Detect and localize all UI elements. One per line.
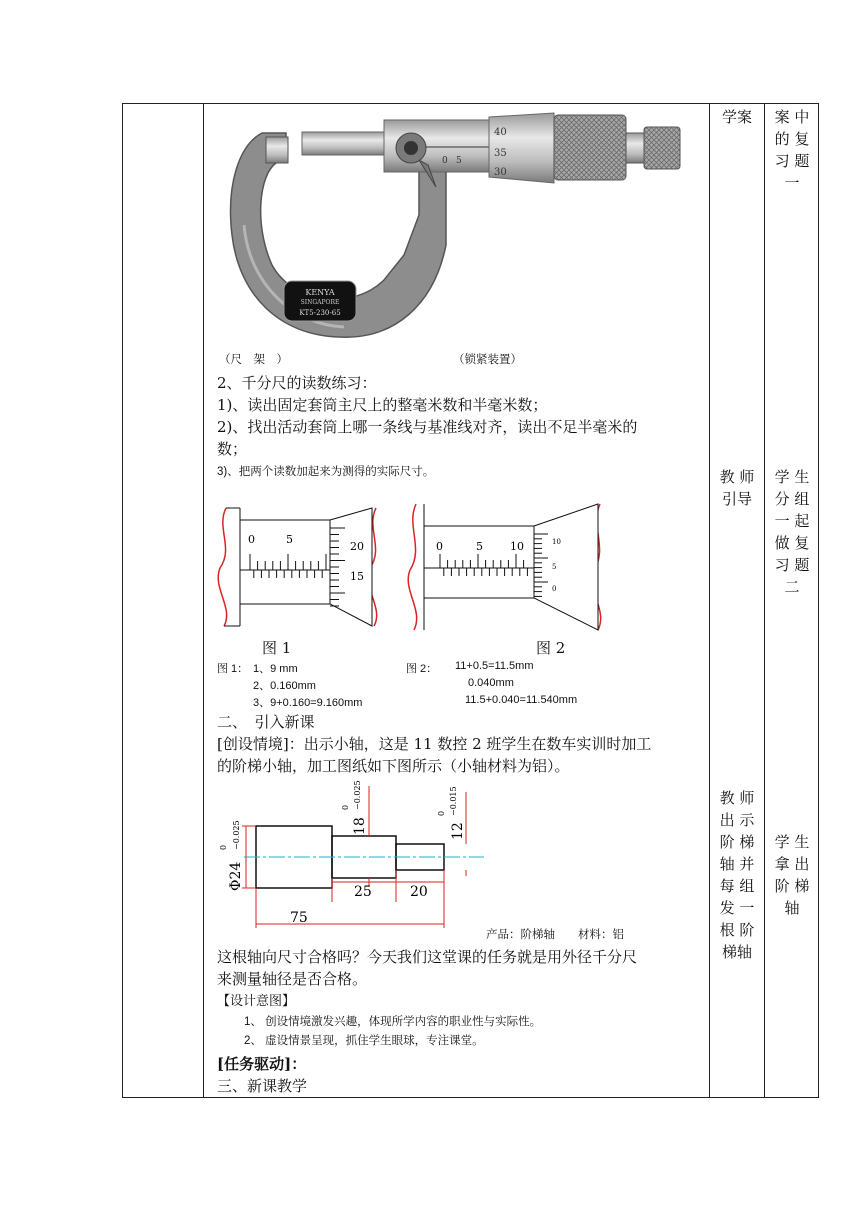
reading-heading: 2、千分尺的读数练习： <box>217 374 377 392</box>
fig2-thimble-10: 10 <box>552 538 561 546</box>
student-take-line: 轴 <box>784 899 800 917</box>
teacher-col-guide <box>712 466 762 510</box>
break-line-left <box>408 504 416 630</box>
intro-heading: 二、 引入新课 <box>217 713 315 731</box>
student-top-line: 的 复 <box>774 130 810 148</box>
fig2-caption: 图 2 <box>536 639 566 657</box>
design-intent-item1: 1、 创设情境激发兴趣，体现所学内容的职业性与实际性。 <box>244 1016 542 1028</box>
teacher-guide-line: 教 师 <box>719 468 755 486</box>
answer-fig2-line1: 11+0.5=11.5mm <box>455 660 534 672</box>
dia24-label: Φ24 <box>228 861 244 891</box>
fig2-thimble-5: 5 <box>552 563 557 571</box>
sleeve-number-5: 5 <box>456 156 462 166</box>
teacher-show-line: 出 示 <box>719 811 755 829</box>
student-top-line: 一 <box>784 174 800 192</box>
len20-label: 20 <box>410 884 428 900</box>
dia12-tol-lower: −0.015 <box>449 786 458 816</box>
dia24-tol-upper: 0 <box>219 844 228 850</box>
figure-1 <box>212 498 392 638</box>
reading-step2b: 数； <box>217 440 248 458</box>
fig2-thimble-0: 0 <box>552 585 557 593</box>
lock-knob-center <box>404 141 418 155</box>
design-intent-heading: 【设计意图】 <box>217 994 296 1009</box>
student-review-line: 分 组 <box>774 490 810 508</box>
fig1-sleeve-0: 0 <box>248 533 255 546</box>
thimble-number-40: 40 <box>494 127 507 138</box>
intro-line2: 的阶梯小轴，加工图纸如下图所示（小轴材料为铝）。 <box>217 757 570 775</box>
teacher-col-show <box>712 787 762 963</box>
dia18-label: 18 <box>352 817 368 835</box>
product-label: 产品：阶梯轴 材料：铝 <box>486 929 624 941</box>
task-drive: [任务驱动]： <box>217 1055 307 1073</box>
student-top-line: 案 中 <box>774 108 810 126</box>
caption-lock: （锁紧装置） <box>453 354 522 366</box>
spindle <box>302 132 386 155</box>
answer-fig1-line1: 1、9 mm <box>253 663 298 675</box>
student-review-line: 做 复 <box>774 534 810 552</box>
len25-label: 25 <box>354 884 372 900</box>
fig1-caption: 图 1 <box>262 639 292 657</box>
column-divider-3 <box>764 103 765 1098</box>
ratchet <box>644 127 680 169</box>
teacher-guide-line: 引导 <box>721 490 752 508</box>
answer-fig2-line2: 0.040mm <box>468 677 514 689</box>
reading-step2a: 2)、找出活动套筒上哪一条线与基准线对齐，读出不足半毫米的 <box>217 418 638 436</box>
answer-fig1-label: 图 1： <box>217 663 249 675</box>
dia18-tol-lower: −0.025 <box>353 780 362 810</box>
dia24-tol-lower: −0.025 <box>232 820 241 850</box>
student-col-take <box>767 831 817 919</box>
column-divider-2 <box>709 103 710 1098</box>
fig2-sleeve-5: 5 <box>476 540 483 553</box>
sleeve-number-0: 0 <box>442 156 448 166</box>
thimble-number-35: 35 <box>494 148 507 159</box>
break-line-left <box>218 508 226 626</box>
fig1-thimble-20: 20 <box>350 540 364 553</box>
fig2-sleeve-0: 0 <box>436 540 443 553</box>
student-take-line: 拿 出 <box>774 855 810 873</box>
reading-step1: 1)、读出固定套筒主尺上的整毫米数和半毫米数； <box>217 396 548 414</box>
figure-2 <box>402 498 617 638</box>
grip-neck <box>626 133 644 163</box>
badge-brand: KENYA <box>305 288 335 297</box>
student-review-line: 二 <box>784 578 800 596</box>
student-take-line: 阶 梯 <box>774 877 810 895</box>
fig2-sleeve-10: 10 <box>510 540 524 553</box>
teacher-top-text: 学案 <box>721 108 752 126</box>
student-top-line: 习 题 <box>774 152 810 170</box>
new-lesson-heading: 三、新课教学 <box>217 1077 308 1095</box>
len75-label: 75 <box>290 910 308 926</box>
caption-frame: （尺 架 ） <box>219 354 288 366</box>
teacher-show-line: 梯轴 <box>721 943 752 961</box>
question-line2: 来测量轴径是否合格。 <box>217 970 368 988</box>
fig1-thimble-15: 15 <box>350 570 364 583</box>
sleeve-ticks <box>250 554 326 578</box>
badge-sub: SINGAPORE <box>300 299 340 306</box>
column-divider-1 <box>203 103 204 1098</box>
answer-fig1-line3: 3、9+0.160=9.160mm <box>253 697 363 709</box>
sleeve-ticks <box>440 554 527 576</box>
teacher-show-line: 每 组 <box>719 877 755 895</box>
dia12-tol-upper: 0 <box>437 810 446 816</box>
badge-model: KT5-230-65 <box>299 309 341 317</box>
dia18-tol-upper: 0 <box>341 804 350 810</box>
dia12-label: 12 <box>450 822 466 840</box>
intro-line1: [创设情境]：出示小轴，这是 11 数控 2 班学生在数车实训时加工 <box>217 735 652 753</box>
reading-step3: 3)、把两个读数加起来为测得的实际尺寸。 <box>217 466 435 478</box>
student-take-line: 学 生 <box>774 833 810 851</box>
teacher-show-line: 轴 并 <box>719 855 755 873</box>
question-line1: 这根轴向尺寸合格吗？今天我们这堂课的任务就是用外径千分尺 <box>217 948 638 966</box>
anvil <box>266 137 288 163</box>
thimble-number-30: 30 <box>494 167 507 178</box>
micrometer-photo <box>214 105 704 350</box>
teacher-show-line: 发 一 <box>719 899 755 917</box>
answer-fig2-line3: 11.5+0.040=11.540mm <box>465 694 578 706</box>
answer-fig1-line2: 2、0.160mm <box>253 680 316 692</box>
design-intent-item2: 2、 虚设情景呈现，抓住学生眼球，专注课堂。 <box>244 1035 484 1047</box>
shaft-drawing <box>214 778 504 938</box>
thimble-body <box>534 504 598 630</box>
teacher-show-line: 教 师 <box>719 789 755 807</box>
student-review-line: 习 题 <box>774 556 810 574</box>
knurled-grip <box>554 115 626 180</box>
teacher-show-line: 根 阶 <box>719 921 755 939</box>
student-col-review <box>767 466 817 598</box>
student-review-line: 学 生 <box>774 468 810 486</box>
student-col-top <box>767 106 817 194</box>
answer-fig2-label: 图 2： <box>406 663 438 675</box>
teacher-col-top <box>712 106 762 128</box>
teacher-show-line: 阶 梯 <box>719 833 755 851</box>
fig1-sleeve-5: 5 <box>286 533 293 546</box>
student-review-line: 一 起 <box>774 512 810 530</box>
